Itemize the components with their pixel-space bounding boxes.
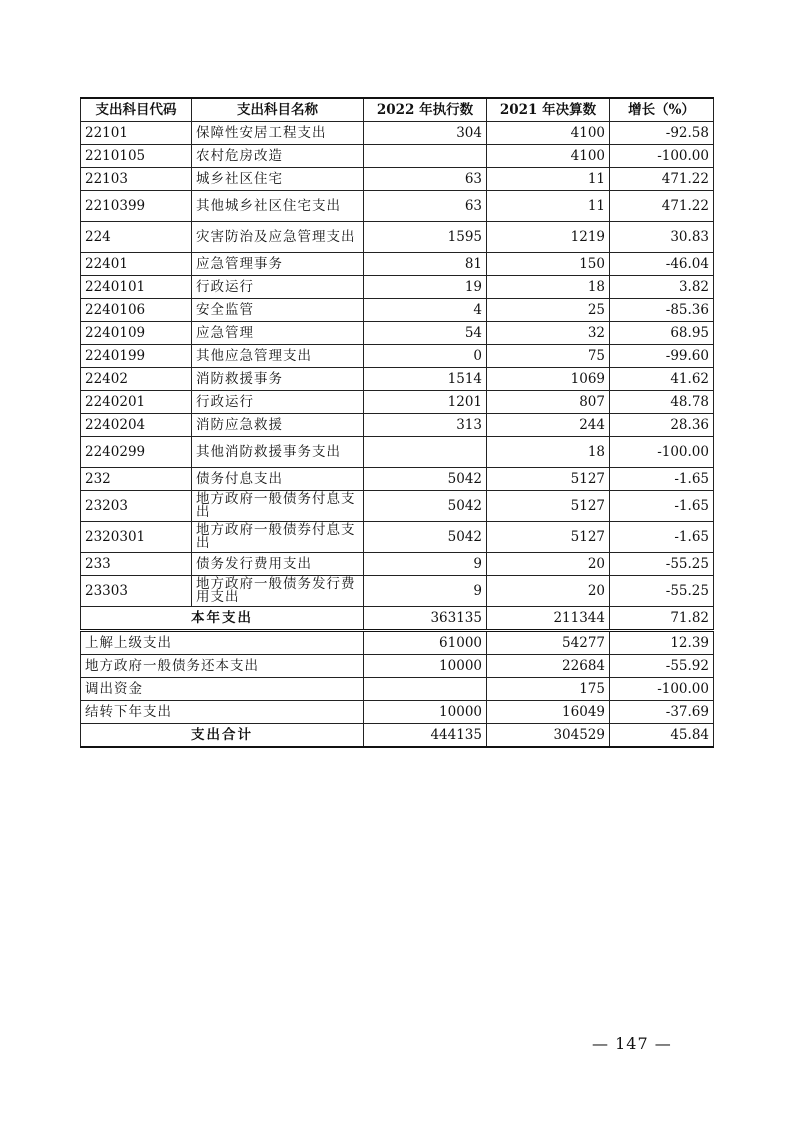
row-growth: -46.04 [610,253,714,276]
other-row [81,655,714,678]
table-row [81,299,714,322]
row-growth: -1.65 [610,491,714,522]
other-row [81,678,714,701]
row-growth: -99.60 [610,345,714,368]
row-2021: 5127 [487,468,610,491]
row-code: 2240106 [81,299,192,322]
row-growth: 471.22 [610,191,714,222]
table-row [81,168,714,191]
row-growth: -100.00 [610,437,714,468]
row-2022: 9 [364,576,487,607]
table-row [81,253,714,276]
row-code: 2210105 [81,145,192,168]
other-2021: 16049 [487,701,610,724]
row-2021: 5127 [487,522,610,553]
row-code: 22402 [81,368,192,391]
row-code: 22401 [81,253,192,276]
total-label: 支出合计 [81,724,364,748]
row-2022 [364,437,487,468]
row-name: 其他消防救援事务支出 [192,437,364,468]
subtotal-growth: 71.82 [610,607,714,631]
other-label: 结转下年支出 [81,701,364,724]
row-name: 安全监管 [192,299,364,322]
row-2022: 304 [364,122,487,145]
row-2022: 1595 [364,222,487,253]
row-name: 地方政府一般债务付息支出 [192,491,364,522]
row-2022: 81 [364,253,487,276]
other-2022 [364,678,487,701]
expenditure-table [80,97,714,748]
row-2022: 0 [364,345,487,368]
row-growth: 28.36 [610,414,714,437]
row-name: 保障性安居工程支出 [192,122,364,145]
row-2022: 9 [364,553,487,576]
other-growth: -55.92 [610,655,714,678]
row-2021: 25 [487,299,610,322]
row-code: 23303 [81,576,192,607]
table-row [81,276,714,299]
table-row [81,191,714,222]
row-growth: 471.22 [610,168,714,191]
row-growth: 3.82 [610,276,714,299]
table-row [81,553,714,576]
table-row [81,145,714,168]
other-label: 上解上级支出 [81,631,364,655]
row-2022: 313 [364,414,487,437]
subtotal-label: 本年支出 [81,607,364,631]
table-row [81,522,714,553]
row-name: 地方政府一般债务发行费用支出 [192,576,364,607]
table-row [81,491,714,522]
row-code: 22101 [81,122,192,145]
header-name: 支出科目名称 [192,98,364,122]
row-growth: 68.95 [610,322,714,345]
row-code: 2240199 [81,345,192,368]
row-2021: 75 [487,345,610,368]
header-2022: 2022 年执行数 [364,98,487,122]
row-growth: -1.65 [610,468,714,491]
row-name: 消防应急救援 [192,414,364,437]
other-2021: 175 [487,678,610,701]
row-name: 地方政府一般债券付息支出 [192,522,364,553]
row-name: 其他城乡社区住宅支出 [192,191,364,222]
row-2022 [364,145,487,168]
row-2021: 807 [487,391,610,414]
table-row [81,222,714,253]
other-2022: 10000 [364,655,487,678]
row-code: 2240204 [81,414,192,437]
row-code: 233 [81,553,192,576]
total-2021: 304529 [487,724,610,748]
row-growth: -55.25 [610,576,714,607]
table-row [81,368,714,391]
row-2021: 150 [487,253,610,276]
row-name: 行政运行 [192,276,364,299]
row-2022: 4 [364,299,487,322]
row-2021: 20 [487,576,610,607]
row-2021: 18 [487,276,610,299]
table-row [81,414,714,437]
other-2022: 61000 [364,631,487,655]
other-2021: 54277 [487,631,610,655]
row-code: 2210399 [81,191,192,222]
row-code: 2240101 [81,276,192,299]
row-growth: -92.58 [610,122,714,145]
row-2022: 63 [364,191,487,222]
row-2021: 4100 [487,122,610,145]
row-2021: 11 [487,168,610,191]
total-2022: 444135 [364,724,487,748]
table-row [81,322,714,345]
row-2021: 32 [487,322,610,345]
row-name: 农村危房改造 [192,145,364,168]
row-code: 22103 [81,168,192,191]
other-row [81,701,714,724]
row-2022: 5042 [364,491,487,522]
other-label: 地方政府一般债务还本支出 [81,655,364,678]
row-code: 23203 [81,491,192,522]
other-2022: 10000 [364,701,487,724]
row-code: 2320301 [81,522,192,553]
row-2022: 63 [364,168,487,191]
other-growth: 12.39 [610,631,714,655]
row-name: 灾害防治及应急管理支出 [192,222,364,253]
other-2021: 22684 [487,655,610,678]
row-2022: 1201 [364,391,487,414]
other-row [81,631,714,655]
row-name: 行政运行 [192,391,364,414]
row-2021: 11 [487,191,610,222]
row-growth: 48.78 [610,391,714,414]
row-name: 城乡社区住宅 [192,168,364,191]
row-growth: 41.62 [610,368,714,391]
table-row [81,468,714,491]
row-growth: -100.00 [610,145,714,168]
header-2021: 2021 年决算数 [487,98,610,122]
row-name: 债务付息支出 [192,468,364,491]
row-code: 224 [81,222,192,253]
row-code: 232 [81,468,192,491]
row-2021: 18 [487,437,610,468]
row-2021: 244 [487,414,610,437]
row-2021: 5127 [487,491,610,522]
row-code: 2240201 [81,391,192,414]
row-growth: -55.25 [610,553,714,576]
row-2022: 5042 [364,522,487,553]
row-2022: 19 [364,276,487,299]
header-code: 支出科目代码 [81,98,192,122]
row-code: 2240109 [81,322,192,345]
row-name: 消防救援事务 [192,368,364,391]
other-growth: -100.00 [610,678,714,701]
row-2021: 20 [487,553,610,576]
table-row [81,391,714,414]
row-2022: 5042 [364,468,487,491]
row-code: 2240299 [81,437,192,468]
table-row [81,122,714,145]
row-2022: 54 [364,322,487,345]
table-row [81,345,714,368]
row-name: 其他应急管理支出 [192,345,364,368]
subtotal-row [81,607,714,631]
row-2022: 1514 [364,368,487,391]
row-2021: 1219 [487,222,610,253]
row-name: 债务发行费用支出 [192,553,364,576]
row-2021: 1069 [487,368,610,391]
subtotal-2022: 363135 [364,607,487,631]
table-header-row [81,98,714,122]
total-growth: 45.84 [610,724,714,748]
page-number: — 147 — [592,1034,672,1053]
header-growth: 增长（%） [610,98,714,122]
other-label: 调出资金 [81,678,364,701]
row-2021: 4100 [487,145,610,168]
row-growth: -85.36 [610,299,714,322]
row-name: 应急管理事务 [192,253,364,276]
row-name: 应急管理 [192,322,364,345]
row-growth: -1.65 [610,522,714,553]
total-row [81,724,714,748]
row-growth: 30.83 [610,222,714,253]
table-row [81,437,714,468]
subtotal-2021: 211344 [487,607,610,631]
other-growth: -37.69 [610,701,714,724]
table-row [81,576,714,607]
